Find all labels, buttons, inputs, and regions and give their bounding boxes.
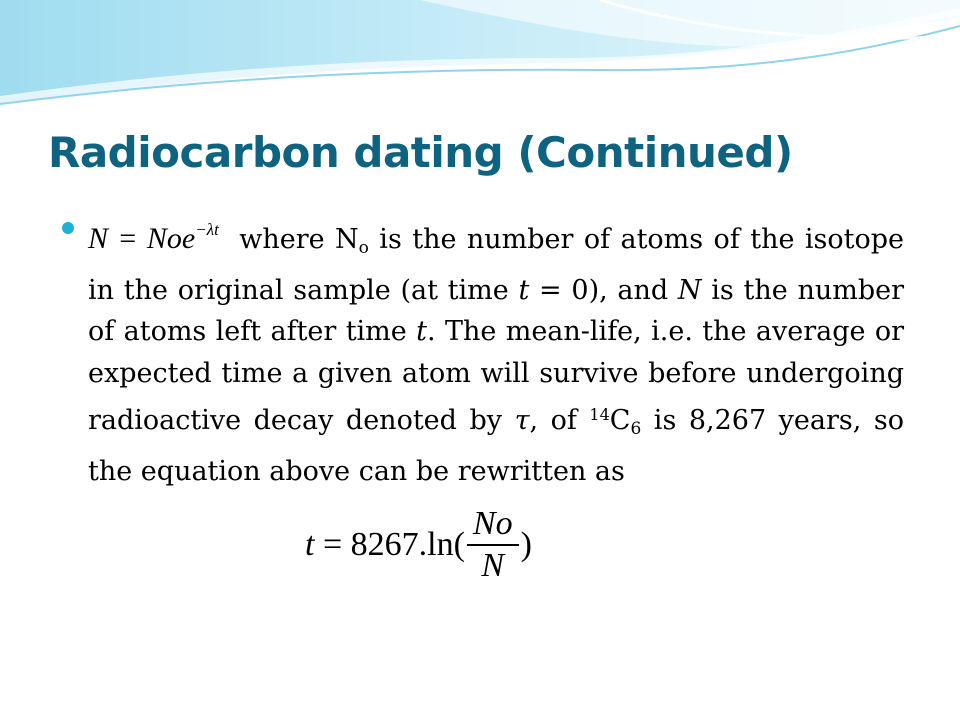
decay-equation-exponent: −λt — [195, 220, 219, 239]
decay-equation-lhs: N = Noe — [88, 222, 196, 255]
superscript-14: 14 — [589, 405, 610, 425]
bullet-marker — [62, 222, 74, 234]
age-equation-close: ) — [520, 526, 532, 563]
variable-t: t — [518, 274, 530, 306]
text-segment: = 0), and — [529, 274, 678, 306]
decay-equation — [88, 222, 219, 255]
fraction-numerator: No — [472, 505, 513, 542]
header-wave-decoration — [0, 0, 960, 120]
element-symbol-C: C — [609, 405, 631, 437]
text-segment: where N — [228, 224, 359, 255]
subscript-6: 6 — [630, 419, 642, 440]
text-segment: . The mean-life, i.e. the average or expected time a given atom will survive before undergoing radioactive decay denoted by — [88, 316, 905, 437]
text-segment: is 8,267 years, so the equation above can be rewritten as — [88, 405, 904, 487]
slide-body-text — [88, 209, 904, 493]
fraction-denominator: N — [481, 547, 505, 584]
age-equation-lhs: t — [305, 526, 315, 563]
subscript-o: o — [358, 238, 369, 258]
age-equation-middle: = 8267.ln( — [314, 526, 465, 563]
text-segment: is the number of atoms of the isotope in the original sample (at time — [88, 224, 904, 306]
slide-title: Radiocarbon dating (Continued) — [48, 128, 793, 177]
age-equation — [305, 500, 532, 590]
variable-t: t — [416, 316, 428, 348]
text-segment: is the number of atoms left after time — [88, 274, 904, 348]
variable-N: N — [677, 274, 702, 306]
variable-tau: τ — [514, 405, 530, 437]
text-segment: , of — [529, 405, 590, 437]
age-equation-fraction — [467, 504, 519, 586]
